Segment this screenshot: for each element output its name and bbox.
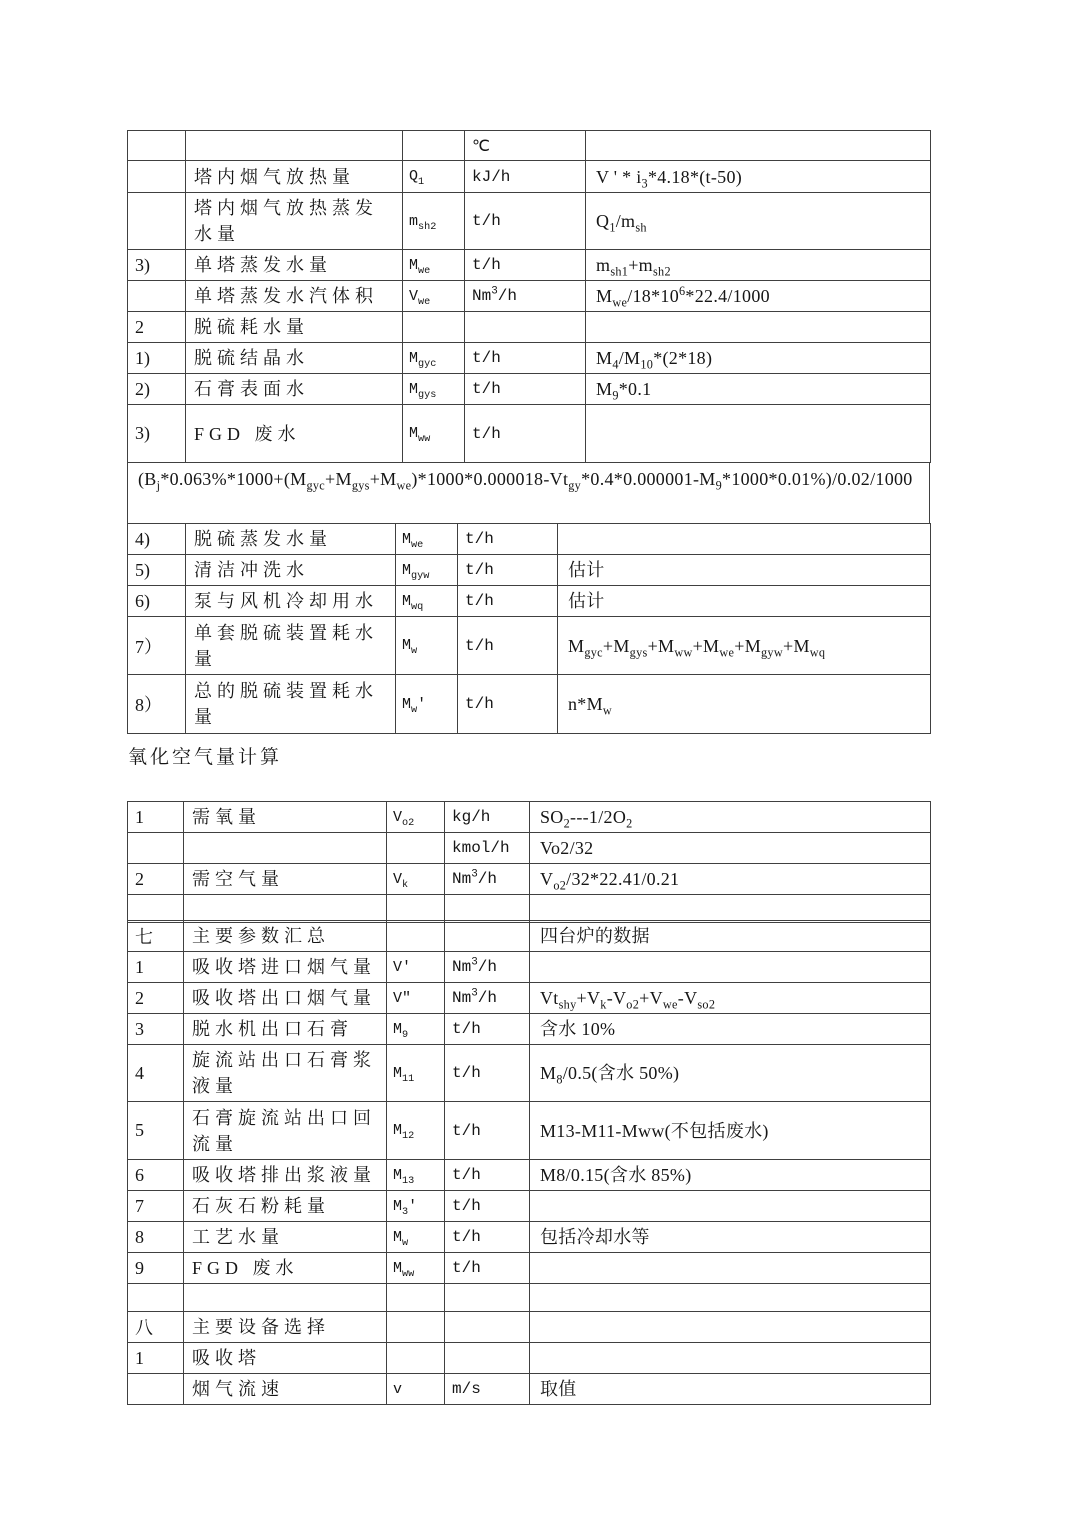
table-cell bbox=[403, 131, 465, 161]
table-cell: 8） bbox=[128, 675, 186, 734]
table-cell: 吸收塔进口烟气量 bbox=[184, 952, 387, 983]
table-cell: t/h bbox=[465, 193, 586, 250]
table-cell: t/h bbox=[458, 675, 558, 734]
table-row bbox=[128, 921, 931, 952]
table-cell bbox=[530, 1343, 931, 1374]
table-cell: $M_9$ bbox=[387, 1014, 445, 1045]
table-cell: $M_9*0.1$ bbox=[586, 374, 931, 405]
table-cell bbox=[530, 1284, 931, 1312]
table-row bbox=[128, 802, 931, 833]
table-cell: t/h bbox=[445, 1014, 530, 1045]
table-cell: $V_{o2}/32*22.41/0.21$ bbox=[530, 864, 931, 895]
table-row bbox=[128, 1312, 931, 1343]
table-row bbox=[128, 161, 931, 193]
table-cell: 8 bbox=[128, 1222, 184, 1253]
table-cell: $m_{sh2}$ bbox=[403, 193, 465, 250]
table-row bbox=[128, 1160, 931, 1191]
table-cell: t/h bbox=[445, 1191, 530, 1222]
table-cell bbox=[586, 405, 931, 463]
table-cell: 2 bbox=[128, 312, 186, 343]
table-cell: $M_{12}$ bbox=[387, 1102, 445, 1160]
table-cell: $M_{11}$ bbox=[387, 1045, 445, 1102]
table-cell bbox=[128, 833, 184, 864]
table-cell: FGD 废水 bbox=[184, 1253, 387, 1284]
table-cell bbox=[387, 1312, 445, 1343]
table-cell: 七 bbox=[128, 921, 184, 952]
table-cell: 主要设备选择 bbox=[184, 1312, 387, 1343]
table-row bbox=[128, 281, 931, 312]
table-cell: Nm$^3$/h bbox=[445, 952, 530, 983]
data-table bbox=[127, 920, 931, 1405]
table-row bbox=[128, 405, 931, 463]
table-cell: t/h bbox=[458, 555, 558, 586]
table-cell: 吸收塔出口烟气量 bbox=[184, 983, 387, 1014]
table-cell: t/h bbox=[458, 524, 558, 555]
table-cell: 吸收塔 bbox=[184, 1343, 387, 1374]
table-cell: $M_{we}$ bbox=[396, 524, 458, 555]
table-row bbox=[128, 555, 931, 586]
table-cell: M8/0.15(含水 85%) bbox=[530, 1160, 931, 1191]
table-cell bbox=[586, 312, 931, 343]
table-cell: 5) bbox=[128, 555, 186, 586]
table-cell: 3) bbox=[128, 250, 186, 281]
table-cell: 塔内烟气放热量 bbox=[186, 161, 403, 193]
table-cell: 需空气量 bbox=[184, 864, 387, 895]
oxidation-air-table bbox=[127, 801, 930, 923]
table-row bbox=[128, 675, 931, 734]
table-cell: V ' * $i_3*4.18*(t-50)$ bbox=[586, 161, 931, 193]
table-row bbox=[128, 1284, 931, 1312]
table-cell: Nm$^3$/h bbox=[445, 983, 530, 1014]
table-cell: t/h bbox=[445, 1160, 530, 1191]
table-cell: 脱水机出口石膏 bbox=[184, 1014, 387, 1045]
table-cell bbox=[530, 895, 931, 923]
table-cell bbox=[387, 833, 445, 864]
table-cell: 估计 bbox=[558, 586, 931, 617]
table-cell: 取值 bbox=[530, 1374, 931, 1405]
table-cell: 八 bbox=[128, 1312, 184, 1343]
table-cell: 1) bbox=[128, 343, 186, 374]
table-row bbox=[128, 952, 931, 983]
table-cell: $M_{gyc}$ bbox=[403, 343, 465, 374]
table-row bbox=[128, 1253, 931, 1284]
table-cell: 4 bbox=[128, 1045, 184, 1102]
table-cell bbox=[445, 895, 530, 923]
table-cell: 塔内烟气放热蒸发水量 bbox=[186, 193, 403, 250]
table-row bbox=[128, 983, 931, 1014]
table-row bbox=[128, 1102, 931, 1160]
table-cell: Nm$^3$/h bbox=[445, 864, 530, 895]
table-cell bbox=[128, 131, 186, 161]
table-cell: $V_{o2}$ bbox=[387, 802, 445, 833]
table-cell: $M_w'$ bbox=[396, 675, 458, 734]
table-cell: $M_{gyw}$ bbox=[396, 555, 458, 586]
table-cell: $M_{gyc}+M_{gys}+M_{ww}+M_{we}+M_{gyw}+M_{wq}$ bbox=[558, 617, 931, 675]
parameter-summary-table bbox=[127, 920, 930, 1405]
table-cell: $m_{sh1}+m_{sh2}$ bbox=[586, 250, 931, 281]
table-cell bbox=[387, 1343, 445, 1374]
table-cell: $M_{we}$ bbox=[403, 250, 465, 281]
table-cell bbox=[530, 952, 931, 983]
table-row bbox=[128, 374, 931, 405]
table-cell: 5 bbox=[128, 1102, 184, 1160]
table-cell: 需氧量 bbox=[184, 802, 387, 833]
table-cell: $M_{wq}$ bbox=[396, 586, 458, 617]
table-cell: $M_4/M_{10}*(2*18)$ bbox=[586, 343, 931, 374]
desulfurization-water-table-upper bbox=[127, 130, 930, 463]
table-row bbox=[128, 1222, 931, 1253]
table-cell: $M_{ww}$ bbox=[403, 405, 465, 463]
table-cell: V' bbox=[387, 952, 445, 983]
table-cell bbox=[184, 833, 387, 864]
table-cell: $Vt_{shy}+V_k-V_{o2}+V_{we}-V_{so2}$ bbox=[530, 983, 931, 1014]
table-cell: $M_w$ bbox=[387, 1222, 445, 1253]
table-cell bbox=[186, 131, 403, 161]
table-cell: 烟气流速 bbox=[184, 1374, 387, 1405]
table-cell: $M_{13}$ bbox=[387, 1160, 445, 1191]
table-cell bbox=[558, 524, 931, 555]
table-cell: t/h bbox=[445, 1253, 530, 1284]
table-cell: 7） bbox=[128, 617, 186, 675]
table-cell: t/h bbox=[465, 405, 586, 463]
table-cell: 3 bbox=[128, 1014, 184, 1045]
table-cell: Vo2/32 bbox=[530, 833, 931, 864]
table-cell: 脱硫结晶水 bbox=[186, 343, 403, 374]
table-cell: 石灰石粉耗量 bbox=[184, 1191, 387, 1222]
table-cell: $M_8/0.5$(含水 50%) bbox=[530, 1045, 931, 1102]
data-table bbox=[127, 523, 931, 734]
table-cell: 单塔蒸发水量 bbox=[186, 250, 403, 281]
table-cell: 包括冷却水等 bbox=[530, 1222, 931, 1253]
table-cell: 7 bbox=[128, 1191, 184, 1222]
table-cell: 6) bbox=[128, 586, 186, 617]
table-row bbox=[128, 193, 931, 250]
table-cell bbox=[128, 281, 186, 312]
table-cell bbox=[445, 921, 530, 952]
table-cell: t/h bbox=[445, 1045, 530, 1102]
table-cell: ℃ bbox=[465, 131, 586, 161]
table-cell: 脱硫蒸发水量 bbox=[186, 524, 396, 555]
table-cell bbox=[530, 1253, 931, 1284]
table-cell bbox=[128, 1284, 184, 1312]
table-cell bbox=[387, 1284, 445, 1312]
table-cell bbox=[128, 193, 186, 250]
table-cell: $SO_2---1/2O_2$ bbox=[530, 802, 931, 833]
table-cell bbox=[403, 312, 465, 343]
table-cell: 旋流站出口石膏浆液量 bbox=[184, 1045, 387, 1102]
table-cell: t/h bbox=[445, 1102, 530, 1160]
table-cell bbox=[445, 1343, 530, 1374]
table-row bbox=[128, 343, 931, 374]
table-cell bbox=[387, 921, 445, 952]
table-row bbox=[128, 250, 931, 281]
table-cell: 总的脱硫装置耗水量 bbox=[186, 675, 396, 734]
table-cell: m/s bbox=[445, 1374, 530, 1405]
table-row bbox=[128, 1343, 931, 1374]
table-cell: $V_k$ bbox=[387, 864, 445, 895]
table-cell: Nm$^3$/h bbox=[465, 281, 586, 312]
table-cell: kmol/h bbox=[445, 833, 530, 864]
table-cell: $n*M_w$ bbox=[558, 675, 931, 734]
table-cell: t/h bbox=[465, 343, 586, 374]
desulfurization-water-table bbox=[127, 130, 930, 734]
table-row bbox=[128, 312, 931, 343]
table-row bbox=[128, 1014, 931, 1045]
table-cell: 1 bbox=[128, 1343, 184, 1374]
table-cell: 单套脱硫装置耗水量 bbox=[186, 617, 396, 675]
table-row bbox=[128, 1191, 931, 1222]
table-cell bbox=[445, 1312, 530, 1343]
table-cell: kg/h bbox=[445, 802, 530, 833]
table-cell: t/h bbox=[465, 374, 586, 405]
table-cell: 石膏表面水 bbox=[186, 374, 403, 405]
desulfurization-water-table-lower bbox=[127, 523, 930, 734]
table-cell bbox=[530, 1191, 931, 1222]
table-cell: 主要参数汇总 bbox=[184, 921, 387, 952]
table-cell: 石膏旋流站出口回流量 bbox=[184, 1102, 387, 1160]
table-row bbox=[128, 1374, 931, 1405]
table-cell: 4) bbox=[128, 524, 186, 555]
table-cell bbox=[128, 161, 186, 193]
section-heading-oxidation-air: 氧化空气量计算 bbox=[128, 747, 283, 768]
table-cell: FGD 废水 bbox=[186, 405, 403, 463]
table-row bbox=[128, 833, 931, 864]
table-cell: t/h bbox=[458, 617, 558, 675]
table-cell: 2 bbox=[128, 983, 184, 1014]
table-cell: $M_{ww}$ bbox=[387, 1253, 445, 1284]
table-cell bbox=[530, 1312, 931, 1343]
table-cell: $Q_1/m_{sh}$ bbox=[586, 193, 931, 250]
table-row bbox=[128, 131, 931, 161]
table-row bbox=[128, 864, 931, 895]
table-cell bbox=[586, 131, 931, 161]
table-cell: t/h bbox=[445, 1222, 530, 1253]
table-cell: 1 bbox=[128, 952, 184, 983]
table-cell: v bbox=[387, 1374, 445, 1405]
fgd-wastewater-formula-row: $(B_j*0.063\%*1000+(M_{gyc}+M_{gys}+M_{we})*1000*0.000018-Vt_{gy}*0.4*0.000001-M_9*1000*0.01\%)/0.02/1000$ bbox=[127, 462, 930, 524]
table-row bbox=[128, 1045, 931, 1102]
table-cell: $M_{gys}$ bbox=[403, 374, 465, 405]
table-cell: $Q_1$ bbox=[403, 161, 465, 193]
table-cell bbox=[184, 1284, 387, 1312]
table-cell bbox=[387, 895, 445, 923]
table-cell: 9 bbox=[128, 1253, 184, 1284]
table-cell: V″ bbox=[387, 983, 445, 1014]
table-cell: 四台炉的数据 bbox=[530, 921, 931, 952]
table-cell: 6 bbox=[128, 1160, 184, 1191]
table-cell: 泵与风机冷却用水 bbox=[186, 586, 396, 617]
table-cell: 脱硫耗水量 bbox=[186, 312, 403, 343]
table-cell: 3) bbox=[128, 405, 186, 463]
data-table bbox=[127, 130, 931, 463]
table-cell: 2 bbox=[128, 864, 184, 895]
table-row bbox=[128, 617, 931, 675]
table-cell: 单塔蒸发水汽体积 bbox=[186, 281, 403, 312]
table-cell: 1 bbox=[128, 802, 184, 833]
table-cell: $V_{we}$ bbox=[403, 281, 465, 312]
table-cell: t/h bbox=[465, 250, 586, 281]
table-cell: kJ/h bbox=[465, 161, 586, 193]
table-cell: t/h bbox=[458, 586, 558, 617]
table-cell: $M_w$ bbox=[396, 617, 458, 675]
table-cell bbox=[128, 1374, 184, 1405]
table-row bbox=[128, 524, 931, 555]
table-cell bbox=[445, 1284, 530, 1312]
table-cell bbox=[184, 895, 387, 923]
table-cell: $M_3'$ bbox=[387, 1191, 445, 1222]
table-cell: 吸收塔排出浆液量 bbox=[184, 1160, 387, 1191]
table-cell: 含水 10% bbox=[530, 1014, 931, 1045]
table-cell bbox=[465, 312, 586, 343]
table-cell: $M_{we}/18*10^6*22.4/1000$ bbox=[586, 281, 931, 312]
table-cell: M13-M11-Mww(不包括废水) bbox=[530, 1102, 931, 1160]
table-cell bbox=[128, 895, 184, 923]
table-row bbox=[128, 895, 931, 923]
data-table bbox=[127, 801, 931, 923]
table-cell: 估计 bbox=[558, 555, 931, 586]
table-row bbox=[128, 586, 931, 617]
table-cell: 2) bbox=[128, 374, 186, 405]
table-cell: 工艺水量 bbox=[184, 1222, 387, 1253]
table-cell: 清洁冲洗水 bbox=[186, 555, 396, 586]
